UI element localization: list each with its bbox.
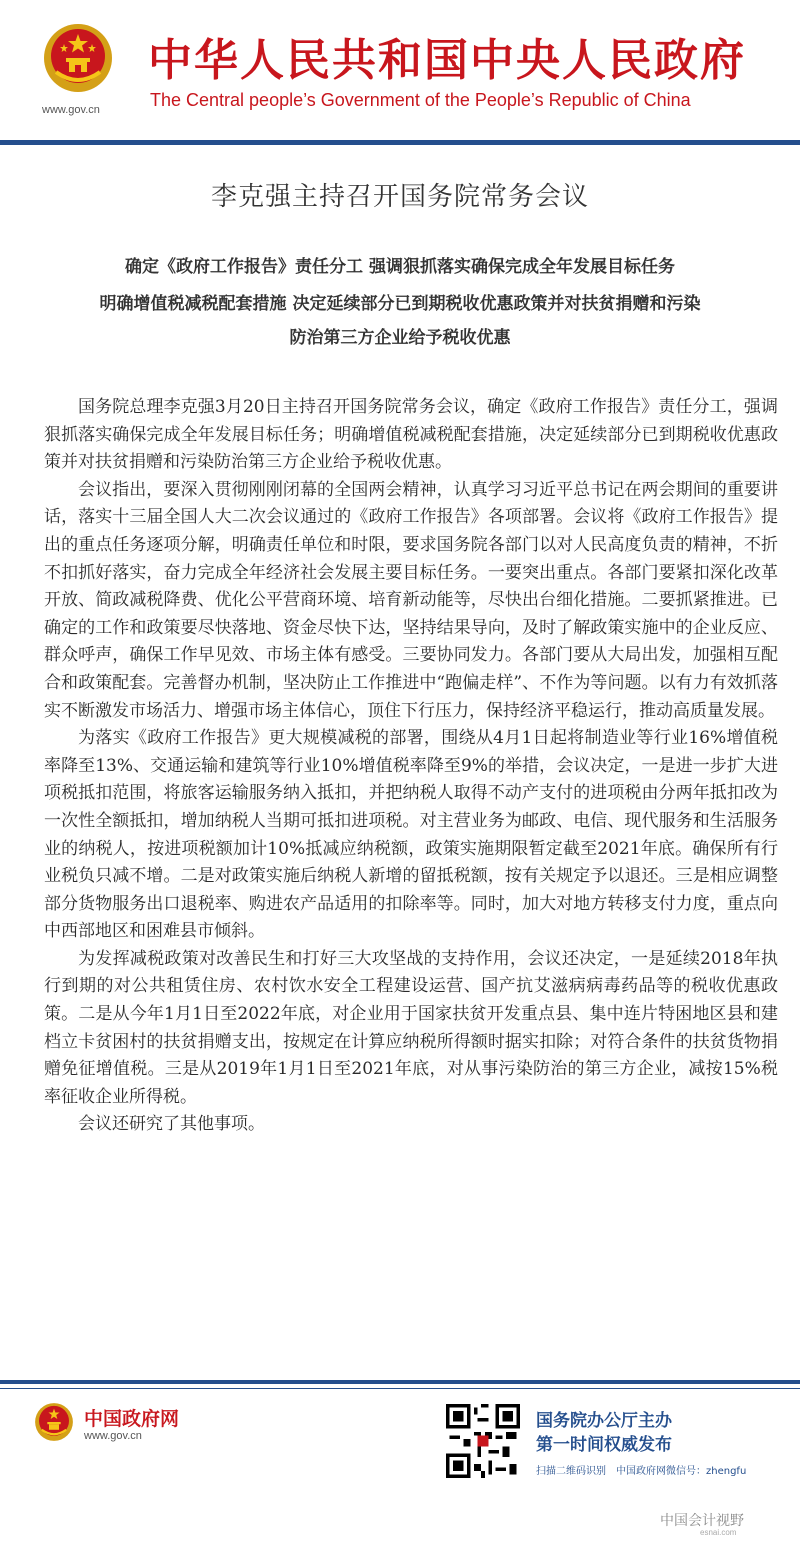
qr-code-icon[interactable]	[446, 1404, 520, 1478]
watermark-url: esnai.com	[700, 1528, 737, 1537]
footer-site-name: 中国政府网	[84, 1408, 180, 1430]
article-body	[44, 394, 778, 1139]
article-paragraph: 为发挥减税政策对改善民生和打好三大攻坚战的支持作用，会议还决定，一是延续2018年执行到期的对公共租赁住房、农村饮水安全工程建设运营、国产抗艾滋病病毒药品等的税收优惠政策。二是从今年1月1日至2022年底，对企业用于国家扶贫开发重点县、集中连片特困地区县和建档立卡贫困村的扶贫捐赠支出，按规定在计算应纳税所得额时据实扣除；对符合条件的扶贫货物捐赠免征增值税。三是从2019年1月1日至2021年底，对从事污染防治的第三方企业，减按15%税率征收企业所得税。	[44, 948, 778, 1107]
article-paragraph: 国务院总理李克强3月20日主持召开国务院常务会议，确定《政府工作报告》责任分工，强调狠抓落实确保完成全年发展目标任务；明确增值税减税配套措施，决定延续部分已到期税收优惠政策并对扶贫捐赠和污染防治第三方企业给予税收优惠。	[44, 397, 778, 473]
footer-divider	[0, 1380, 800, 1384]
article-subtitle-line: 确定《政府工作报告》责任分工 强调狠抓落实确保完成全年发展目标任务	[125, 257, 675, 277]
site-title-english: The Central people’s Government of the People’s Republic of China	[150, 90, 691, 110]
footer-url[interactable]: www.gov.cn	[84, 1430, 142, 1442]
article-paragraph: 会议指出，要深入贯彻刚刚闭幕的全国两会精神，认真学习习近平总书记在两会期间的重要讲话，落实十三届全国人大二次会议通过的《政府工作报告》各项部署。会议将《政府工作报告》提出的重点任务逐项分解，明确责任单位和时限，要求国务院各部门以对人民高度负责的精神，不折不扣抓好落实，奋力完成全年经济社会发展主要目标任务。一要突出重点。各部门要紧扣深化改革开放、简政减税降费、优化公平营商环境、培育新动能等，尽快出台细化措施。二要抓紧推进。已确定的工作和政策要尽快落地、资金尽快下达，坚持结果导向，及时了解政策实施中的企业反应、群众呼声，确保工作早见效、市场主体有感受。三要协同发力。各部门要从大局出发，加强相互配合和政策配套。完善督办机制，坚决防止工作推进中“跑偏走样”、不作为等问题。以有力有效抓落实不断激发市场活力、增强市场主体信心，顶住下行压力，保持经济平稳运行，推动高质量发展。	[44, 479, 778, 721]
footer-slogan-line: 国务院办公厅主办	[536, 1411, 672, 1431]
site-url[interactable]: www.gov.cn	[42, 104, 100, 116]
site-title-chinese: 中华人民共和国中央人民政府	[148, 35, 746, 86]
article-subtitle-line: 防治第三方企业给予税收优惠	[289, 328, 511, 348]
site-header	[0, 0, 800, 140]
article-title: 李克强主持召开国务院常务会议	[210, 182, 589, 212]
footer-slogan-line: 第一时间权威发布	[536, 1435, 672, 1455]
footer-divider-thin	[0, 1388, 800, 1389]
article-paragraph: 会议还研究了其他事项。	[78, 1114, 265, 1135]
header-divider	[0, 140, 800, 145]
footer-scan-note: 扫描二维码识别 中国政府网微信号：zhengfu	[536, 1466, 747, 1477]
national-emblem-icon	[42, 22, 114, 94]
footer-emblem-icon	[34, 1402, 74, 1442]
article-subtitle-line: 明确增值税减税配套措施 决定延续部分已到期税收优惠政策并对扶贫捐赠和污染	[99, 294, 701, 314]
watermark-text: 中国会计视野	[660, 1513, 744, 1529]
article-paragraph: 为落实《政府工作报告》更大规模减税的部署，围绕从4月1日起将制造业等行业16%增值税率降至13%、交通运输和建筑等行业10%增值税率降至9%的举措，会议决定，一是进一步扩大进项税抵扣范围，将旅客运输服务纳入抵扣，并把纳税人取得不动产支付的进项税由分两年抵扣改为一次性全额抵扣，增加纳税人当期可抵扣进项税。对主营业务为邮政、电信、现代服务和生活服务业的纳税人，按进项税额加计10%抵减应纳税额，政策实施期限暂定截至2021年底。确保所有行业税负只减不增。二是对政策实施后纳税人新增的留抵税额，按有关规定予以退还。三是相应调整部分货物服务出口退税率、购进农产品适用的扣除率等。同时，加大对地方转移支付力度，重点向中西部地区和困难县市倾斜。	[44, 728, 778, 942]
watermark	[660, 1510, 796, 1538]
